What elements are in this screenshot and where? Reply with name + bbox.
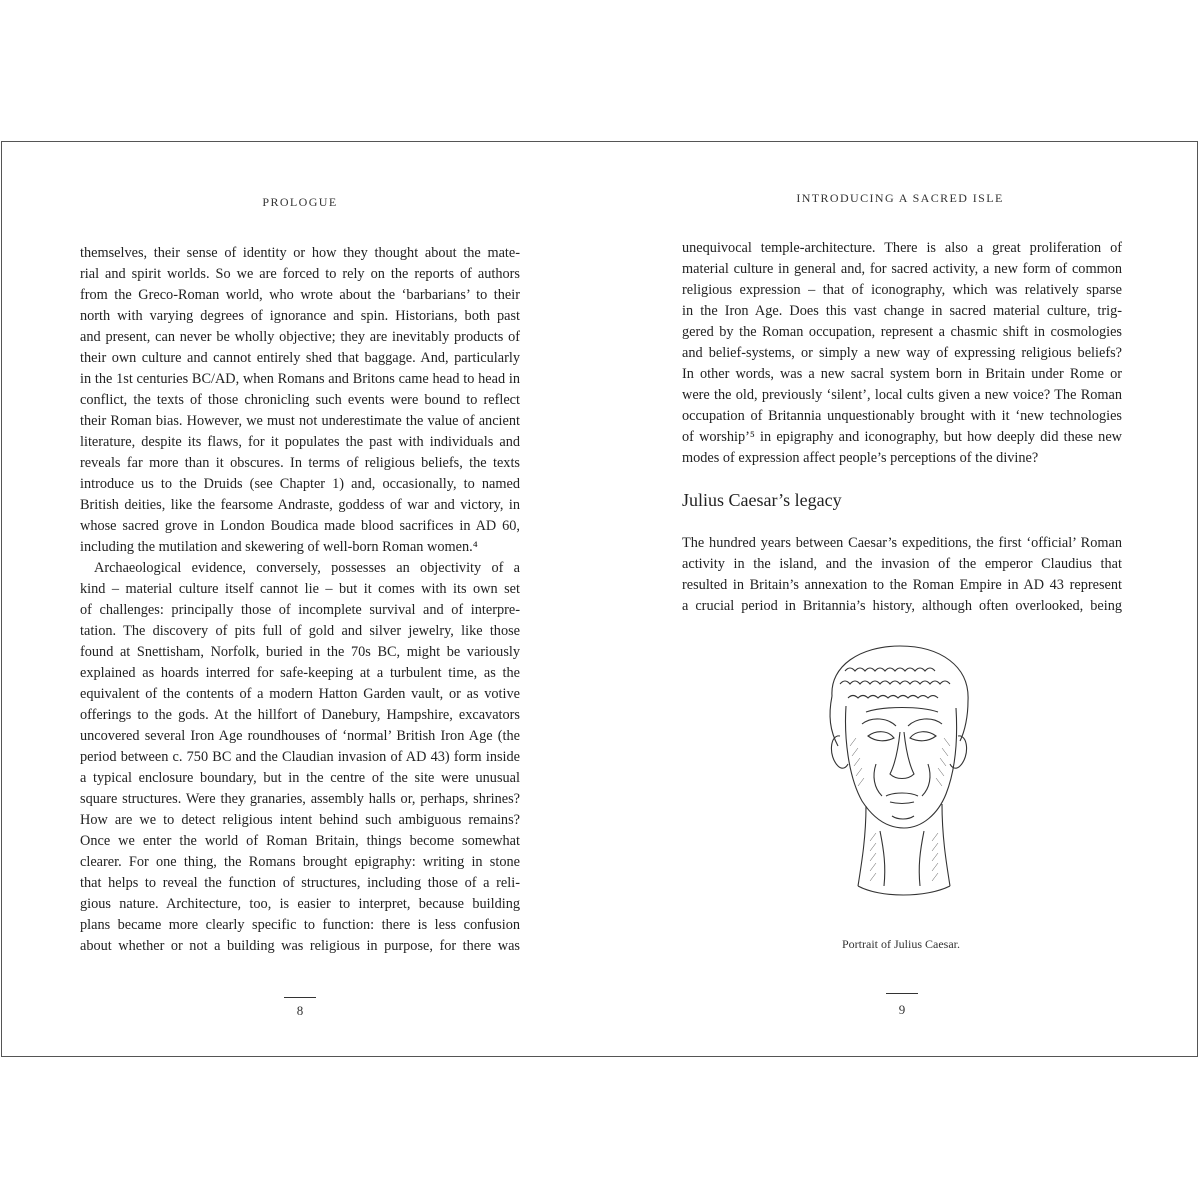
text-line: kind – material culture itself cannot lie – but it comes with its own set [80, 581, 520, 597]
right-page-number: 9 [898, 1002, 906, 1017]
text-line: whose sacred grove in London Boudica made blood sacrifices in AD 60, [80, 518, 520, 534]
text-line: clearer. For one thing, the Romans brought epigraphy: writing in stone [80, 854, 520, 870]
text-line: of challenges: principally those of incomplete survival and of interpre- [80, 602, 520, 618]
text-line: gious nature. Architecture, too, is easier to interpret, because building [80, 896, 520, 912]
section-heading: Julius Caesar’s legacy [682, 490, 842, 510]
text-line: their Roman bias. However, we must not underestimate the value of ancient [80, 413, 520, 429]
text-line: Once we enter the world of Roman Britain, things become somewhat [80, 833, 520, 849]
text-line: about whether or not a building was religious in purpose, for there was [80, 938, 520, 954]
text-line: period between c. 750 BC and the Claudian invasion of AD 43) form inside [80, 749, 520, 765]
text-line: uncovered several Iron Age roundhouses of ‘normal’ British Iron Age (the [80, 728, 520, 744]
text-line: modes of expression affect people’s perceptions of the divine? [682, 450, 1039, 466]
text-line: found at Snettisham, Norfolk, buried in the 70s BC, might be variously [80, 644, 520, 660]
text-line: and present, can never be wholly objective; they are inevitably products of [80, 329, 520, 345]
text-line: explained as hoards interred for safe-keeping at a turbulent time, as the [80, 665, 520, 681]
text-line: Archaeological evidence, conversely, possesses an objectivity of a [94, 560, 520, 576]
text-line: equivalent of the contents of a modern Hatton Garden vault, or as votive [80, 686, 520, 702]
text-line: How are we to detect religious intent behind such ambiguous remains? [80, 812, 520, 828]
text-line: occupation of Britannia unquestionably brought with it ‘new technologies [682, 408, 1122, 424]
text-line: rial and spirit worlds. So we are forced to rely on the reports of authors [80, 266, 520, 282]
julius-caesar-portrait [800, 636, 1000, 916]
right-running-head: INTRODUCING A SACRED ISLE [796, 191, 1004, 205]
text-line: British deities, like the fearsome Andraste, goddess of war and victory, in [80, 497, 520, 513]
text-line: activity in the island, and the invasion of the emperor Claudius that [682, 556, 1122, 572]
text-line: in the Iron Age. Does this vast change in sacred material culture, trig- [682, 303, 1122, 319]
text-line: were the old, previously ‘silent’, local cults given a new voice? The Roman [682, 387, 1122, 403]
text-line: their own culture and cannot entirely shed that baggage. And, particularly [80, 350, 520, 366]
figure-caption: Portrait of Julius Caesar. [842, 937, 960, 951]
text-line: The hundred years between Caesar’s expeditions, the first ‘official’ Roman [682, 535, 1122, 551]
text-line: introduce us to the Druids (see Chapter 1) and, occasionally, to named [80, 476, 520, 492]
text-line: reveals far more than it obscures. In terms of religious beliefs, the texts [80, 455, 520, 471]
text-line: offerings to the gods. At the hillfort of Danebury, Hampshire, excavators [80, 707, 520, 723]
text-line: religious expression – that of iconography, which was relatively sparse [682, 282, 1122, 298]
text-line: conflict, the texts of those chronicling such events were bound to reflect [80, 392, 520, 408]
text-line: including the mutilation and skewering of well-born Roman women.⁴ [80, 539, 478, 555]
text-line: plans became more clearly specific to function: there is less confusion [80, 917, 520, 933]
text-line: in the 1st centuries BC/AD, when Romans and Britons came head to head in [80, 371, 520, 387]
text-line: from the Greco-Roman world, who wrote about the ‘barbarians’ to their [80, 287, 520, 303]
text-line: of worship’⁵ in epigraphy and iconography, but how deeply did these new [682, 429, 1122, 445]
text-line: north with varying degrees of ignorance and spin. Historians, both past [80, 308, 520, 324]
left-folio-rule [284, 997, 316, 998]
text-line: resulted in Britain’s annexation to the Roman Empire in AD 43 represent [682, 577, 1122, 593]
text-line: a crucial period in Britannia’s history, although often overlooked, being [682, 598, 1122, 614]
text-line: gered by the Roman occupation, represent a chasmic shift in cosmologies [682, 324, 1122, 340]
text-line: and belief-systems, or simply a new way of expressing religious beliefs? [682, 345, 1122, 361]
text-line: In other words, was a new sacral system born in Britain under Rome or [682, 366, 1122, 382]
text-line: a typical enclosure boundary, but in the centre of the site were unusual [80, 770, 520, 786]
left-running-head: PROLOGUE [262, 195, 338, 209]
text-line: that helps to reveal the function of structures, including those of a reli- [80, 875, 520, 891]
right-folio-rule [886, 993, 918, 994]
left-page-number: 8 [296, 1003, 304, 1018]
text-line: themselves, their sense of identity or how they thought about the mate- [80, 245, 520, 261]
text-line: material culture in general and, for sacred activity, a new form of common [682, 261, 1122, 277]
text-line: square structures. Were they granaries, assembly halls or, perhaps, shrines? [80, 791, 520, 807]
text-line: tation. The discovery of pits full of gold and silver jewelry, like those [80, 623, 520, 639]
text-line: literature, despite its flaws, for it populates the past with individuals and [80, 434, 520, 450]
text-line: unequivocal temple-architecture. There is also a great proliferation of [682, 240, 1122, 256]
